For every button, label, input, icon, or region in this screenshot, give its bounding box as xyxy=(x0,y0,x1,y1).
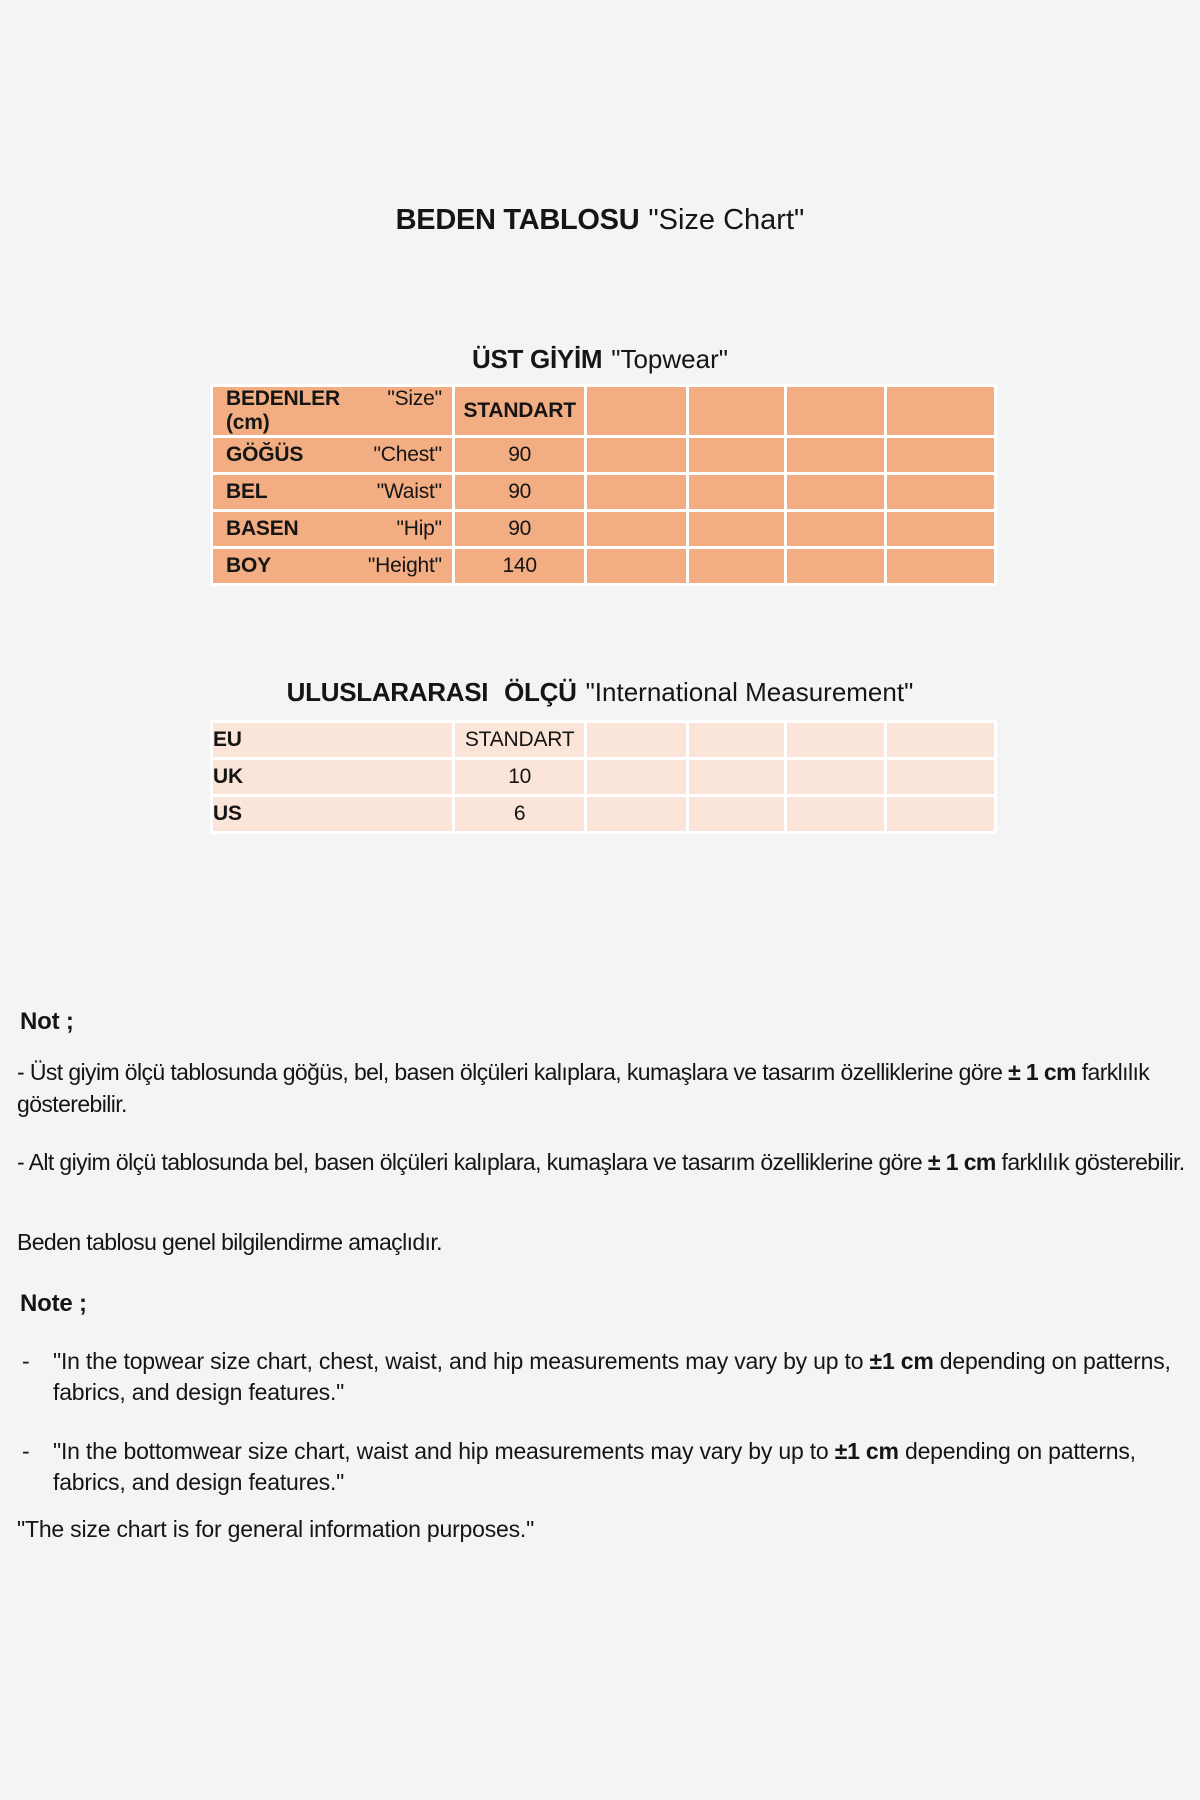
row-label-translation: "Height" xyxy=(367,554,442,577)
region-value-cell: 10 xyxy=(453,759,586,796)
empty-cell xyxy=(786,722,885,759)
empty-cell xyxy=(885,511,995,548)
region-label-cell: US xyxy=(212,796,454,833)
english-note-topwear xyxy=(22,1346,1181,1408)
turkish-note-topwear: - Üst giyim ölçü tablosunda göğüs, bel, basen ölçüleri kalıplara, kumaşlara ve tasarım özelliklerine göre ± 1 cm farklılık gösterebilir. xyxy=(17,1059,1150,1117)
empty-cell xyxy=(885,474,995,511)
empty-cell xyxy=(687,474,785,511)
empty-cell xyxy=(586,722,687,759)
empty-cell xyxy=(786,759,885,796)
empty-cell xyxy=(687,759,785,796)
international-heading-english: "International Measurement" xyxy=(585,677,914,707)
row-label-translation: "Chest" xyxy=(373,443,442,466)
turkish-note-heading: Not ; xyxy=(20,1008,74,1035)
row-label-translation: "Waist" xyxy=(376,480,442,503)
bullet-dash: - xyxy=(22,1348,30,1374)
empty-cell xyxy=(786,511,885,548)
empty-cell xyxy=(885,437,995,474)
row-label: BOY xyxy=(226,554,271,577)
empty-cell xyxy=(586,796,687,833)
topwear-heading xyxy=(0,344,1200,375)
bullet-text: "In the bottomwear size chart, waist and hip measurements may vary by up to ±1 cm depending on patterns, fabrics, and design features." xyxy=(53,1438,1136,1495)
international-heading xyxy=(0,677,1200,708)
topwear-heading-english: "Topwear" xyxy=(611,344,728,374)
english-note-bottomwear xyxy=(22,1436,1181,1498)
row-label: BEL xyxy=(226,480,268,503)
empty-cell xyxy=(687,722,785,759)
turkish-note-bottomwear: - Alt giyim ölçü tablosunda bel, basen ölçüleri kalıplara, kumaşlara ve tasarım özelliklerine göre ± 1 cm farklılık gösterebilir. xyxy=(17,1149,1185,1175)
turkish-note-general: Beden tablosu genel bilgilendirme amaçlıdır. xyxy=(17,1229,442,1255)
page-title-english: "Size Chart" xyxy=(648,204,805,236)
region-value-cell: STANDART xyxy=(453,722,586,759)
table-row xyxy=(212,759,996,796)
topwear-size-table xyxy=(210,384,997,586)
table-row xyxy=(212,437,996,474)
international-size-table xyxy=(210,720,997,834)
empty-cell xyxy=(885,548,995,585)
empty-cell xyxy=(586,548,687,585)
page-title-turkish: BEDEN TABLOSU xyxy=(395,204,640,236)
empty-cell xyxy=(586,386,687,437)
bullet-dash: - xyxy=(22,1438,30,1464)
page-title xyxy=(0,204,1200,237)
row-label: BASEN xyxy=(226,517,299,540)
measure-label-cell xyxy=(212,548,454,585)
row-label: GÖĞÜS xyxy=(226,443,304,466)
measure-value-cell: 140 xyxy=(453,548,586,585)
empty-cell xyxy=(786,474,885,511)
region-value-cell: 6 xyxy=(453,796,586,833)
international-heading-turkish: ULUSLARARASI ÖLÇÜ xyxy=(286,677,577,707)
row-label: BEDENLER (cm) xyxy=(226,387,340,434)
empty-cell xyxy=(885,796,995,833)
empty-cell xyxy=(786,386,885,437)
empty-cell xyxy=(885,722,995,759)
region-label-cell: EU xyxy=(212,722,454,759)
topwear-heading-turkish: ÜST GİYİM xyxy=(472,344,603,374)
size-header-cell xyxy=(212,386,454,437)
empty-cell xyxy=(586,474,687,511)
empty-cell xyxy=(786,437,885,474)
empty-cell xyxy=(786,548,885,585)
english-note-general: "The size chart is for general information purposes." xyxy=(17,1516,535,1542)
empty-cell xyxy=(687,386,785,437)
measure-value-cell: 90 xyxy=(453,511,586,548)
empty-cell xyxy=(586,511,687,548)
empty-cell xyxy=(687,548,785,585)
empty-cell xyxy=(687,437,785,474)
measure-value-cell: 90 xyxy=(453,437,586,474)
measure-label-cell xyxy=(212,511,454,548)
empty-cell xyxy=(586,759,687,796)
table-row xyxy=(212,548,996,585)
empty-cell xyxy=(586,437,687,474)
measure-label-cell xyxy=(212,437,454,474)
table-row xyxy=(212,796,996,833)
row-label-translation: "Size" xyxy=(387,387,442,410)
measure-label-cell xyxy=(212,474,454,511)
region-label-cell: UK xyxy=(212,759,454,796)
empty-cell xyxy=(687,796,785,833)
english-note-heading: Note ; xyxy=(20,1290,87,1317)
table-row xyxy=(212,474,996,511)
empty-cell xyxy=(885,759,995,796)
size-value-cell: STANDART xyxy=(453,386,586,437)
row-label-translation: "Hip" xyxy=(396,517,442,540)
empty-cell xyxy=(885,386,995,437)
empty-cell xyxy=(687,511,785,548)
empty-cell xyxy=(786,796,885,833)
table-row xyxy=(212,722,996,759)
table-row xyxy=(212,386,996,437)
bullet-text: "In the topwear size chart, chest, waist, and hip measurements may vary by up to ±1 cm depending on patterns, fabrics, and design features." xyxy=(53,1348,1171,1405)
table-row xyxy=(212,511,996,548)
measure-value-cell: 90 xyxy=(453,474,586,511)
